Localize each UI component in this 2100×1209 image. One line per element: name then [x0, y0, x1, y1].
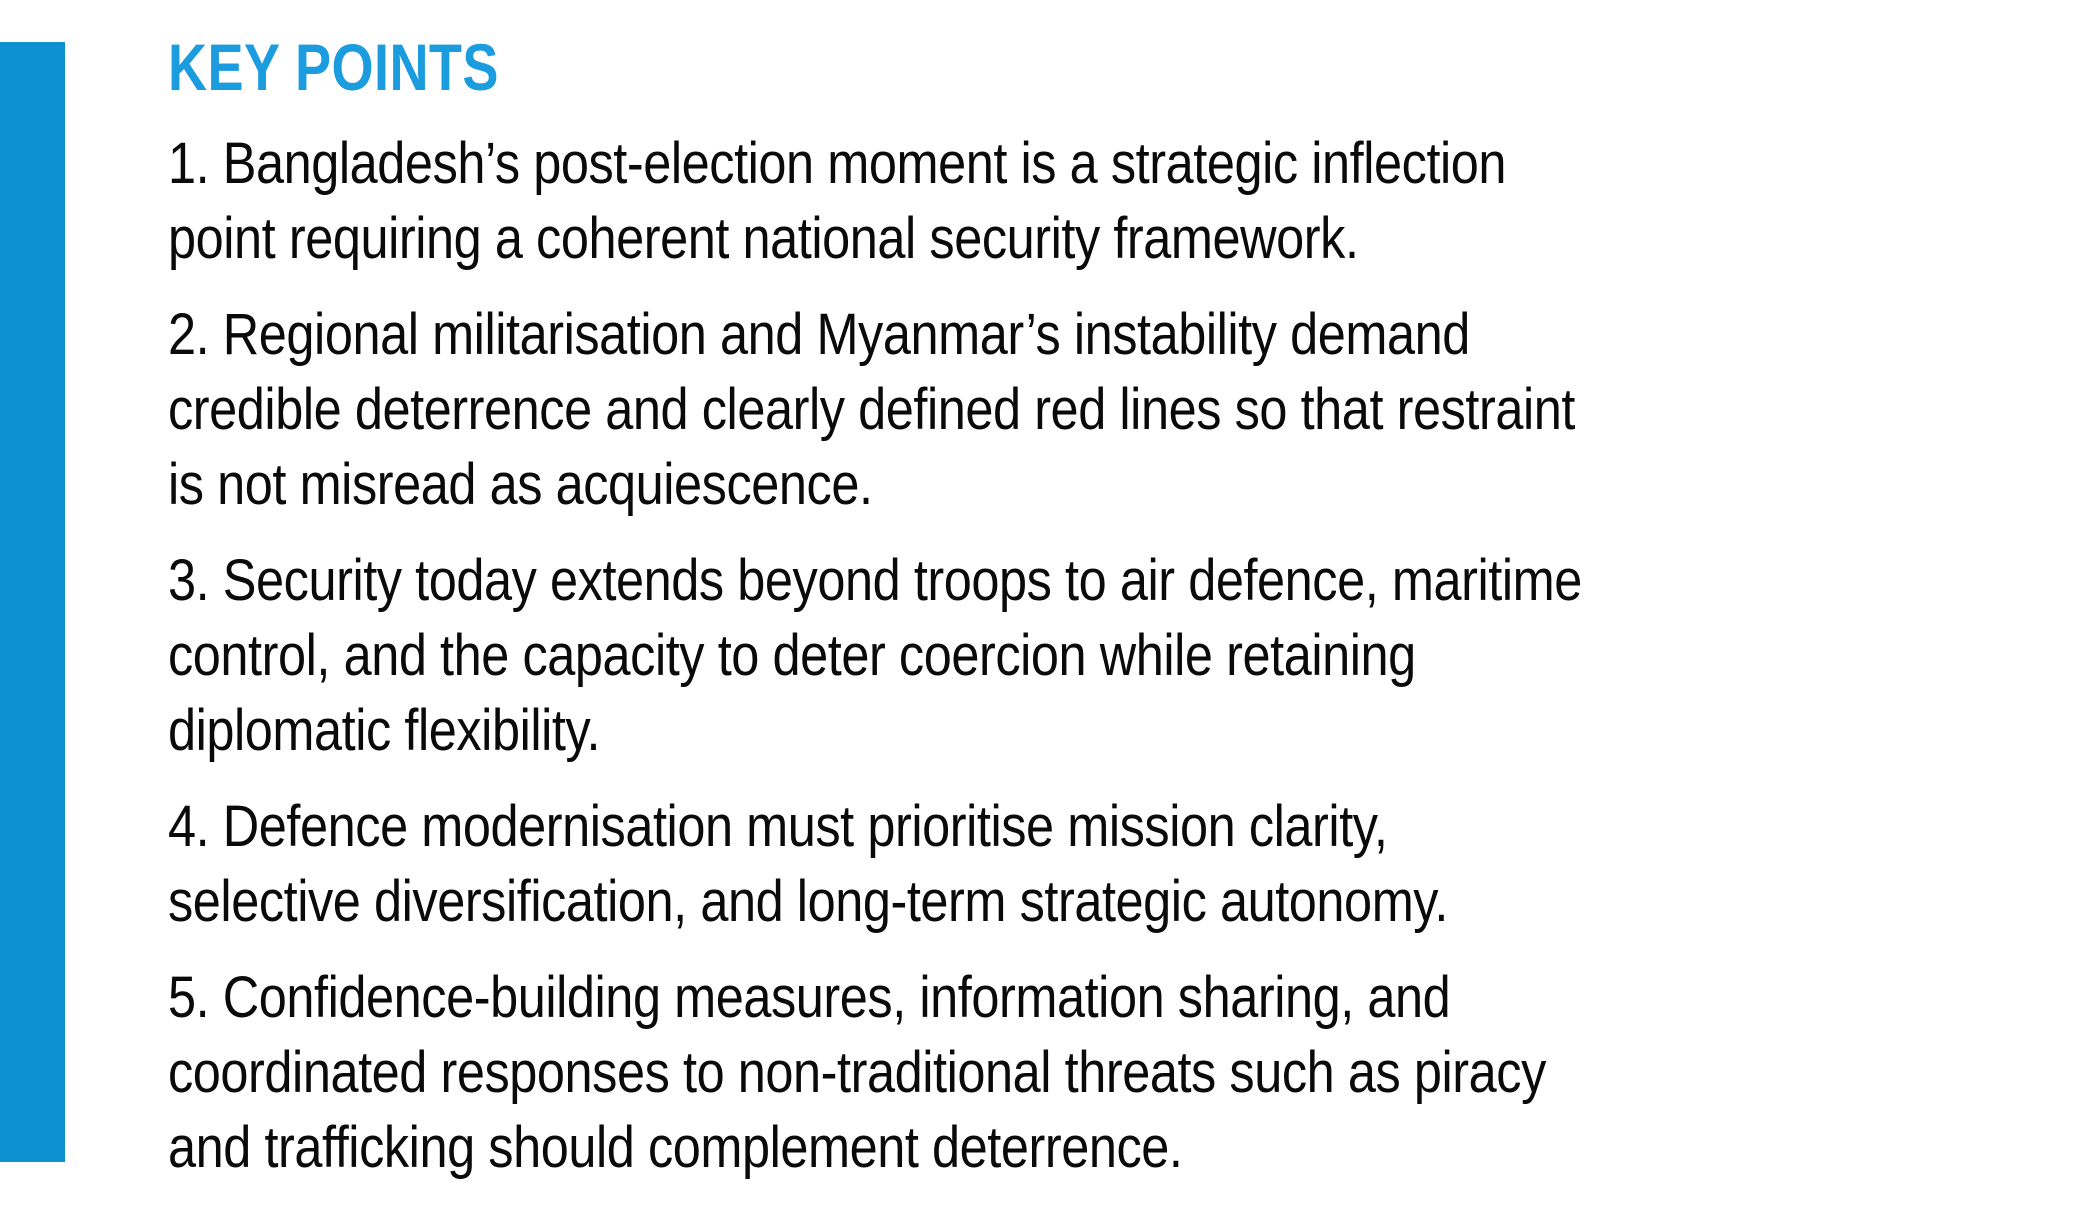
key-point-line: 2. Regional militarisation and Myanmar’s instability demand [168, 302, 1470, 367]
key-point-line: credible deterrence and clearly defined red lines so that restraint [168, 377, 1575, 442]
key-point-line: control, and the capacity to deter coercion while retaining [168, 623, 1416, 688]
key-point-line: 4. Defence modernisation must prioritise mission clarity, [168, 794, 1388, 859]
key-point-item-4 [168, 789, 1928, 939]
key-point-item-2 [168, 297, 1928, 522]
key-points-panel [168, 30, 1928, 1206]
key-point-line: point requiring a coherent national security framework. [168, 206, 1359, 271]
key-point-item-1 [168, 126, 1928, 276]
key-point-line: 1. Bangladesh’s post-election moment is a strategic inflection [168, 131, 1507, 196]
key-point-line: 5. Confidence-building measures, information sharing, and [168, 965, 1451, 1030]
key-point-item-3 [168, 543, 1928, 768]
key-points-heading: KEY POINTS [168, 30, 499, 104]
key-point-line: selective diversification, and long-term strategic autonomy. [168, 869, 1448, 934]
key-point-line: is not misread as acquiescence. [168, 452, 873, 517]
key-point-line: diplomatic flexibility. [168, 698, 601, 763]
key-point-item-5 [168, 960, 1928, 1185]
key-point-line: 3. Security today extends beyond troops to air defence, maritime [168, 548, 1582, 613]
key-point-line: and trafficking should complement deterrence. [168, 1115, 1183, 1180]
left-accent-bar [0, 42, 65, 1162]
key-point-line: coordinated responses to non-traditional threats such as piracy [168, 1040, 1546, 1105]
